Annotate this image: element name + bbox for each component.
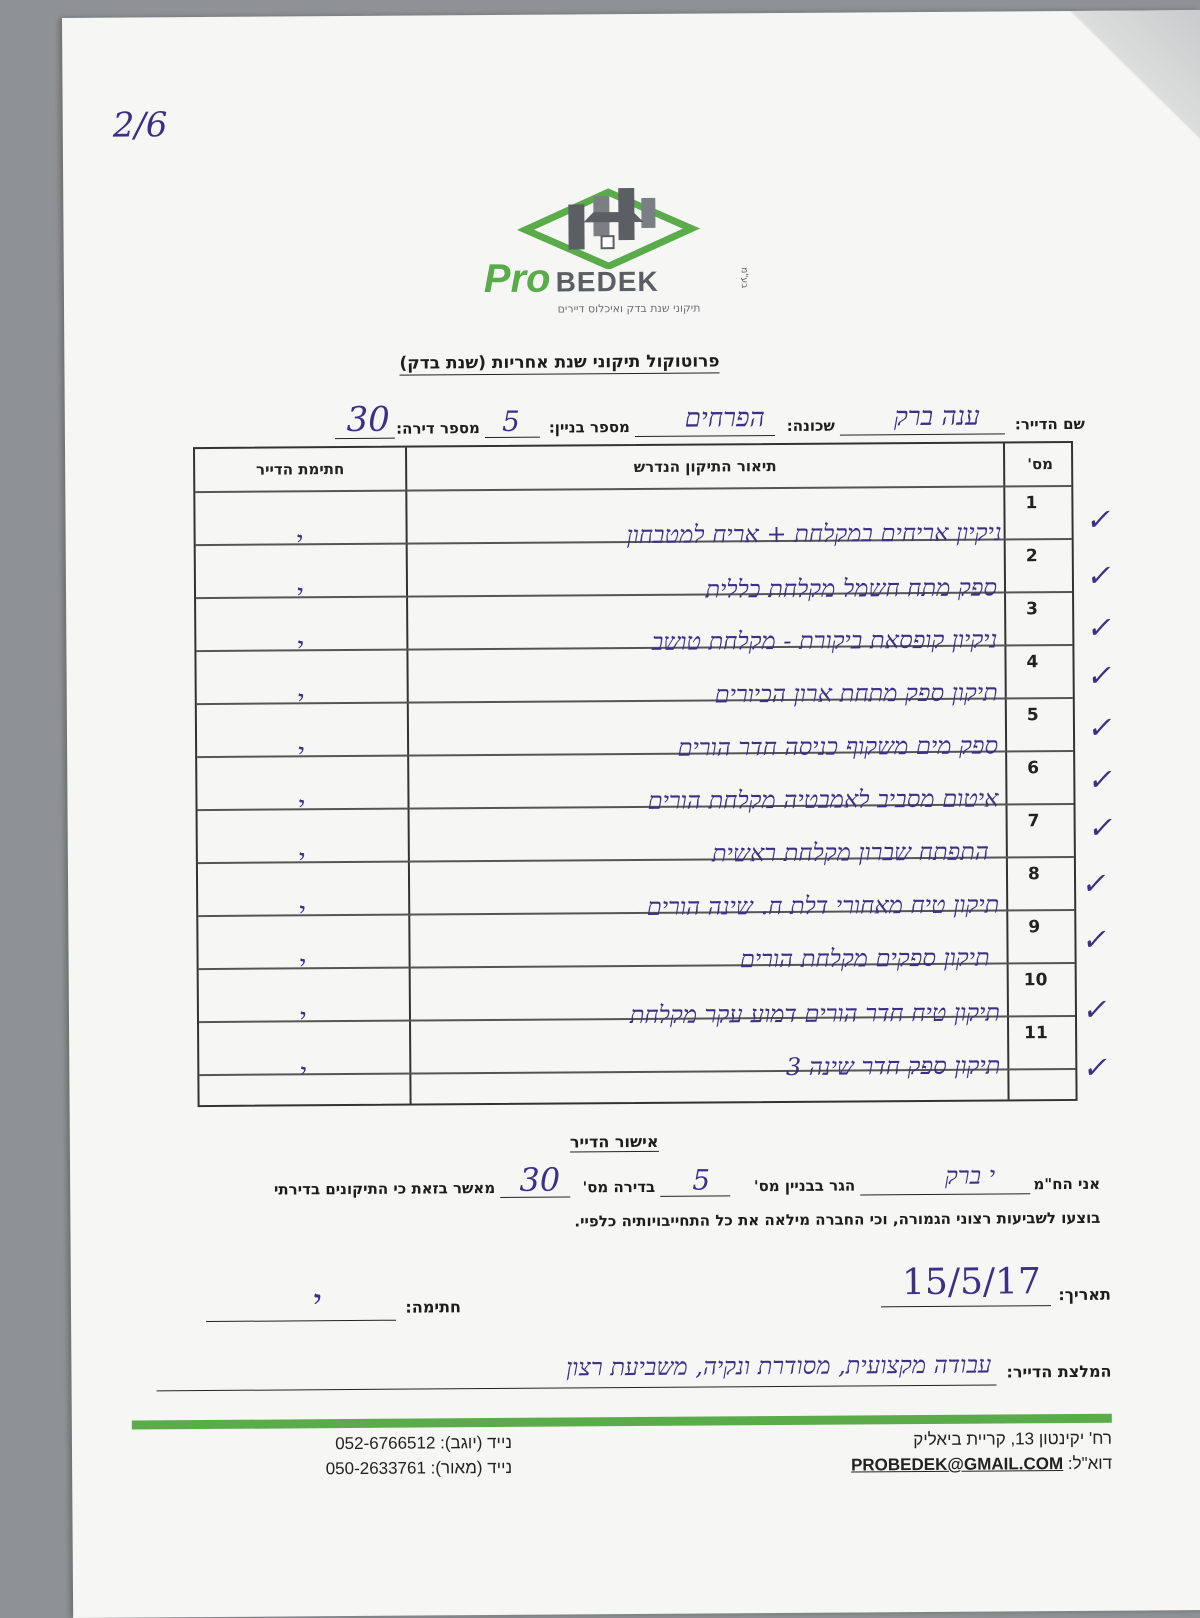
footer-email xyxy=(772,1454,1112,1476)
row-description: תיקון ספק חדר שינה 3 xyxy=(785,1051,1001,1081)
footer-email-link[interactable]: PROBEDEK@GMAIL.COM xyxy=(850,1454,1064,1475)
approval-building-label: הגר בבניין מס' xyxy=(753,1176,856,1196)
row-description: ספק מתח חשמל מקלחת כללית xyxy=(705,573,998,604)
row-signature: י xyxy=(295,579,303,610)
row-description: תיקון ספקים מקלחת הורים xyxy=(739,943,990,974)
row-number: 9 xyxy=(1028,917,1041,938)
footer-phone-2 xyxy=(252,1458,512,1480)
signature-label: חתימה: xyxy=(405,1297,462,1317)
approval-name-line xyxy=(860,1193,1030,1195)
signature-value: י xyxy=(311,1282,322,1323)
row-description: ספק מים משקוף כניסה חדר הורים xyxy=(677,731,999,762)
tenant-name-line xyxy=(840,433,1005,435)
header-fields xyxy=(165,401,1085,447)
check-mark-icon: ✓ xyxy=(1079,866,1112,902)
row-description: תיקון טיח חדר הורים דמוע עקר מקלחת xyxy=(629,998,1001,1030)
row-signature: י xyxy=(296,685,304,716)
check-mark-icon: ✓ xyxy=(1079,922,1113,958)
approval-apartment-value: 30 xyxy=(519,1160,561,1199)
column-header-description: תיאור התיקון הנדרש xyxy=(633,457,777,477)
check-mark-icon: ✓ xyxy=(1084,610,1118,646)
logo-tagline: תיקוני שנת בדק ואיכלוס דיירים xyxy=(557,301,701,316)
footer-phone-1-value: 052-6766512 xyxy=(335,1433,436,1454)
document-page xyxy=(62,10,1200,1618)
row-number: 8 xyxy=(1027,864,1040,885)
tenant-name-label: שם הדייר: xyxy=(1014,414,1085,434)
footer-address: רח' יקינטון 13, קריית ביאליק xyxy=(913,1428,1113,1450)
footer-email-label: דוא"ל: xyxy=(1067,1453,1113,1474)
logo-suffix: בע"מ xyxy=(738,267,749,289)
signature-line xyxy=(206,1320,396,1322)
neighborhood-line xyxy=(635,435,775,437)
neighborhood-label: שכונה: xyxy=(786,416,835,435)
row-number: 10 xyxy=(1023,970,1048,991)
row-signature: י xyxy=(295,526,303,557)
column-header-number: מס' xyxy=(1027,455,1054,474)
approval-building-value: 5 xyxy=(692,1163,711,1197)
row-number: 3 xyxy=(1026,599,1039,620)
row-signature: י xyxy=(298,950,306,981)
row-description: התפתח שברון מקלחת ראשית xyxy=(711,837,989,868)
footer-green-bar xyxy=(132,1414,1112,1430)
footer-phone-2-value: 050-2633761 xyxy=(325,1458,426,1479)
building-label: מספר בניין: xyxy=(548,418,630,437)
check-mark-icon: ✓ xyxy=(1080,992,1113,1028)
recommendation-field xyxy=(151,1346,1111,1403)
row-signature: י xyxy=(297,791,305,822)
approval-prefix: אני הח"מ xyxy=(1033,1174,1101,1194)
recommendation-line xyxy=(157,1385,997,1392)
column-header-signature: חתימת הדייר xyxy=(255,460,345,479)
apartment-label: מספר דירה: xyxy=(396,419,480,438)
row-signature: י xyxy=(298,897,306,928)
page-fold-corner xyxy=(1030,10,1200,161)
check-mark-icon: ✓ xyxy=(1086,810,1119,846)
check-mark-icon: ✓ xyxy=(1084,558,1117,594)
footer-phone-2-label: נייד (מאור): xyxy=(430,1457,513,1478)
footer-phone-1-label: נייד (יוגב): xyxy=(440,1432,513,1453)
recommendation-label: המלצת הדייר: xyxy=(1006,1361,1112,1382)
check-mark-icon: ✓ xyxy=(1083,502,1117,538)
date-field xyxy=(851,1261,1111,1313)
row-signature: י xyxy=(296,632,304,663)
check-mark-icon: ✓ xyxy=(1085,710,1118,746)
check-mark-icon: ✓ xyxy=(1085,762,1119,798)
row-description: ניקיון אריחים במקלחת + אריח למטבחון xyxy=(626,518,1002,550)
row-number: 7 xyxy=(1027,811,1040,832)
approval-name-value: י ברק xyxy=(944,1161,996,1190)
row-number: 11 xyxy=(1024,1023,1048,1044)
logo-pro-text: Pro xyxy=(483,256,551,302)
row-description: איטום מסביב לאמבטיה מקלחת הורים xyxy=(647,784,999,815)
building-value: 5 xyxy=(501,404,520,438)
check-mark-icon: ✓ xyxy=(1080,1050,1114,1086)
row-signature: י xyxy=(298,1003,306,1034)
row-number: 5 xyxy=(1026,705,1039,726)
row-signature: י xyxy=(299,1058,307,1089)
repairs-table xyxy=(193,441,1078,1107)
approval-apartment-label: בדירה מס' xyxy=(582,1177,656,1197)
date-line xyxy=(881,1305,1051,1307)
approval-line-2: בוצעו לשביעות רצוני הגמורה, וכי החברה מילאה את כל התחייבויותיה כלפיי. xyxy=(574,1208,1101,1231)
row-description: ניקיון קופסאת ביקורת - מקלחת טושב xyxy=(651,625,998,656)
signature-field xyxy=(191,1282,462,1337)
document-title: פרוטוקול תיקוני שנת אחריות (שנת בדק) xyxy=(399,351,720,374)
row-description: תיקון ספק מתחת ארון הכיורים xyxy=(714,678,998,709)
row-signature: י xyxy=(297,844,305,875)
row-signature: י xyxy=(297,738,305,769)
tenant-name-value: ענה ברק xyxy=(893,401,980,433)
row-number: 2 xyxy=(1025,546,1038,567)
probedek-logo xyxy=(483,173,749,316)
date-value: 15/5/17 xyxy=(901,1261,1041,1304)
check-mark-icon: ✓ xyxy=(1085,658,1118,694)
neighborhood-value: הפרחים xyxy=(684,403,765,434)
recommendation-value: עבודה מקצועית, מסודרת ונקיה, משביעת רצון xyxy=(565,1350,992,1382)
date-label: תאריך: xyxy=(1058,1284,1112,1305)
approval-line-1 xyxy=(160,1161,1100,1208)
footer-phone-1 xyxy=(252,1433,512,1455)
approval-suffix: מאשר בזאת כי התיקונים בדירתי xyxy=(273,1179,496,1199)
logo-bedek-text: BEDEK xyxy=(555,265,659,298)
page-mark: 2/6 xyxy=(112,105,168,146)
row-number: 1 xyxy=(1025,493,1038,514)
row-description: תיקון טיח מאחורי דלת ח. שינה הורים xyxy=(646,890,1000,921)
apartment-value: 30 xyxy=(346,399,390,441)
row-number: 4 xyxy=(1026,652,1039,673)
approval-heading: אישור הדייר xyxy=(569,1131,659,1152)
row-number: 6 xyxy=(1027,758,1040,779)
